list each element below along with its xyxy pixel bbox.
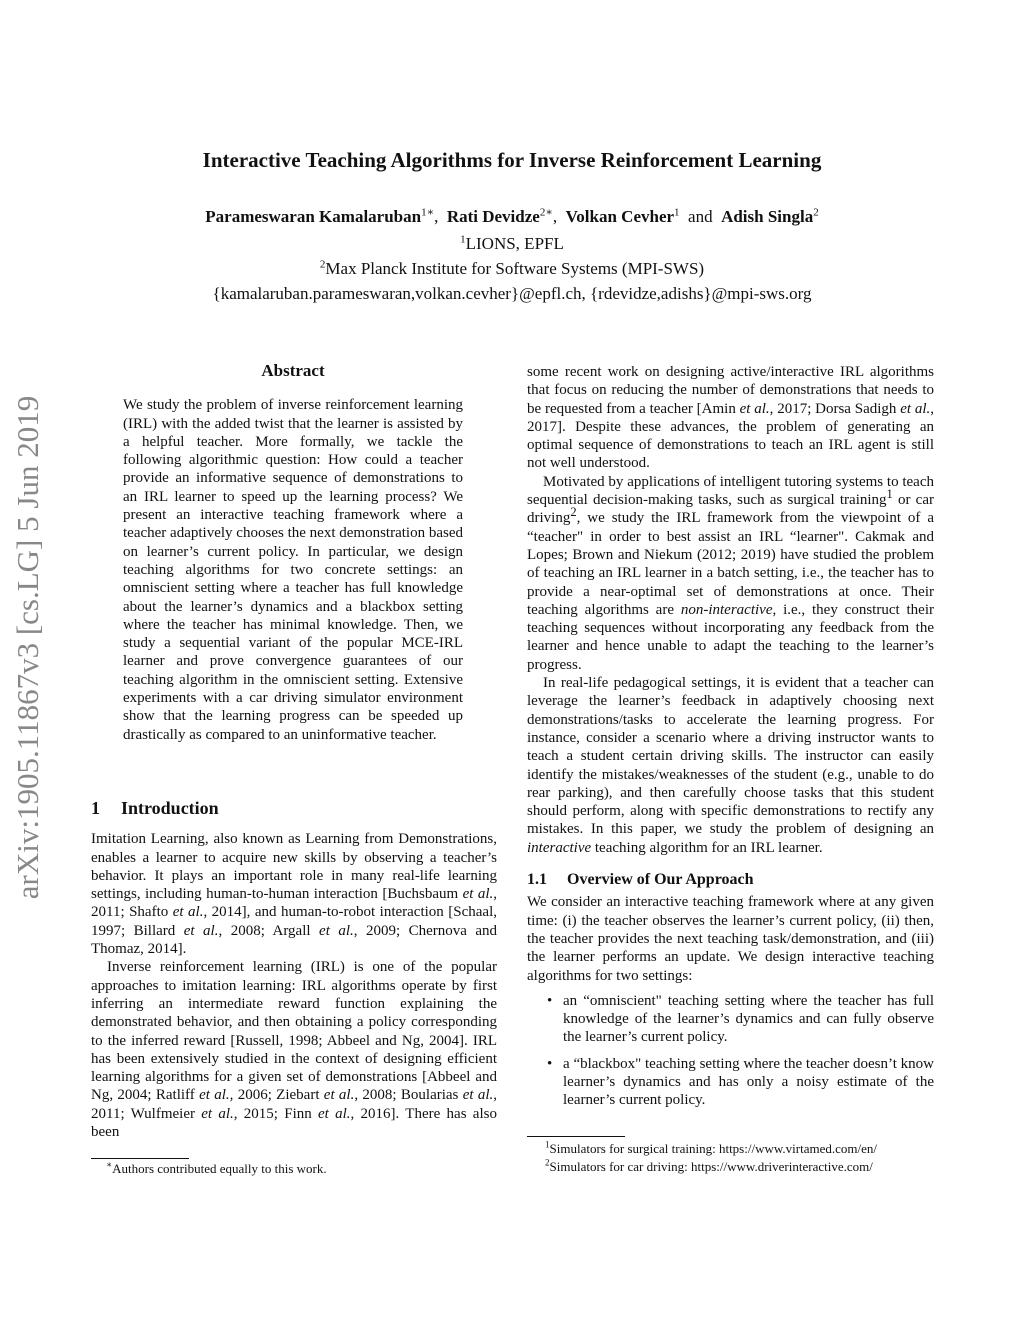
author-separator: , [434,207,439,226]
text-run: , 2016]. There has also been [91,1105,497,1141]
author-list [0,205,1024,229]
text-run: et al. [201,1105,234,1122]
text-run: et al. [318,1105,351,1122]
bullet-icon: • [547,1055,553,1072]
list-item [527,1055,934,1110]
subsection-number: 1.1 [527,871,547,889]
intro-paragraph-1 [91,830,497,958]
footnote-mark: 1 [545,1139,550,1150]
author-separator: , [552,207,558,226]
text-run: interactive [527,839,592,856]
affiliation-mark: 1 [460,233,466,246]
text-run: , 2014], and human-to-robot interaction [Schaal, 1997; Billard [91,904,497,939]
right-column [527,363,934,1118]
footnote [545,1140,945,1157]
bullet-icon: • [547,992,553,1009]
subsection-title: Overview of Our Approach [567,871,754,889]
abstract-heading: Abstract [261,361,325,380]
text-run: et al. [739,400,770,417]
settings-list [527,992,934,1110]
author-name: Rati Devidze [446,207,540,226]
text-run: et al. [462,1087,494,1104]
footnote [545,1158,945,1175]
author-name: Volkan Cevher [565,207,675,226]
author-separator: and [688,207,713,226]
section-number: 1 [91,798,100,818]
footnote [106,1160,496,1177]
text-run: , 2017; Dorsa Sadigh [769,400,901,417]
abstract [123,362,463,744]
text-run: , i.e., they construct their teaching sequences without incorporating any feedback from the learner and hence unable to adapt the teaching to the learner’s progress. [527,601,935,673]
text-run: et al. [199,1087,230,1104]
text-run: In real-life pedagogical settings, it is evident that a teacher can leverage the learner’s feedback in adaptively choosing next demonstrations/tasks to accelerate the learning progress. For instance, consider a scenario where a driving instructor wants to teach a student certain driving skills. The instructor can easily identify the mistakes/weaknesses of the student (e.g., unable to do rear parking), and then carefully choose tasks that this student should perform, along with specific demonstrations to rectify any mistakes. In this paper, we study the problem of designing an [527,675,934,838]
paper-title: Interactive Teaching Algorithms for Inverse Reinforcement Learning [202,148,822,172]
text-run: et al. [319,922,354,939]
author-mark: 1∗ [421,206,435,219]
text-run: et al. [323,1087,355,1104]
text-run: et al. [172,904,204,921]
text-run: , 2011; Wulfmeier [91,1087,498,1122]
footnote-mark: 2 [545,1157,550,1168]
right-paragraph-1 [527,363,934,473]
right-paragraph-3 [527,674,934,857]
footnote-rule [527,1136,625,1137]
author-mark: 2 [813,206,819,219]
footnote-ref: 1 [886,487,893,502]
text-run: some recent work on designing active/interactive IRL algorithms that focus on reducing the number of demonstrations that needs to be requested from a teacher [Amin [527,364,934,417]
footnote-mark: ∗ [106,1159,113,1170]
affiliation-text: LIONS, EPFL [465,234,564,253]
intro-paragraph-2 [91,958,497,1141]
affiliation-mark: 2 [319,258,326,271]
text-run: Imitation Learning, also known as Learning from Demonstrations, enables a learner to acquire new skills by observing a teacher’s behavior. It plays an important role in many real-life learning settings, including human-to-human interaction [Buchsbaum [91,831,497,903]
text-run: , we study the IRL framework from the viewpoint of a “teacher" in order to best assist an IRL “learner". Cakmak and Lopes; Brown and Niekum (2012; 2019) have studied the problem of teaching an IRL learner in a batch setting, i.e., the teacher has to provide a near-optimal set of demonstrations at once. Their teaching algorithms are [527,510,934,618]
list-item-text: an “omniscient" teaching setting where the teacher has full knowledge of the learner’s dynamics and can fully observe the learner’s current policy. [563,992,934,1046]
text-run: , 2006; Ziebart [229,1087,324,1104]
text-run: , 2011; Shafto [91,886,498,921]
footnote-text: Simulators for surgical training: https://www.virtamed.com/en/ [549,1141,877,1156]
text-run: , 2008; Argall [218,922,320,939]
abstract-text: We study the problem of inverse reinforcement learning (IRL) with the added twist that the learner is assisted by a helpful teacher. More formally, we tackle the following algorithmic question: How could a teacher provide an informative sequence of demonstrations to an IRL learner to speed up the learning process? We present an interactive teaching framework where a teacher adaptively chooses the next demonstration based on learner’s current policy. In particular, we design teaching algorithms for two concrete settings: an omniscient setting where a teacher has full knowledge about the learner’s dynamics and a blackbox setting where the teacher has minimal knowledge. Then, we study a sequential variant of the popular MCE-IRL learner and prove convergence guarantees of our teaching algorithm in the omniscient setting. Extensive experiments with a car driving simulator environment show that the learning progress can be speeded up drastically as compared to an uninformative teacher. [123,397,463,743]
affiliation-line [0,233,1024,255]
text-run: , 2009; Chernova and Thomaz, 2014]. [91,922,498,958]
list-item-text: a “blackbox" teaching setting where the teacher doesn’t know learner’s dynamics and has only a noisy estimate of the learner’s current policy. [563,1055,934,1109]
text-run: Motivated by applications of intelligent tutoring systems to teach sequential decision-making tasks, such as surgical training [527,473,934,509]
text-run: et al. [900,400,931,417]
right-paragraph-2 [527,473,934,674]
list-item [527,992,934,1047]
introduction-section [91,799,497,1141]
section-title: Introduction [121,798,219,818]
right-paragraph-4: We consider an interactive teaching framework where at any given time: (i) the teacher observes the learner’s current policy, (ii) then, the teacher provides the next teaching task/demonstration, and (iii) the learner performs an update. We design interactive teaching algorithms for two settings: [527,894,934,984]
text-run: , 2008; Boularias [354,1087,463,1104]
text-run: non-interactive [680,601,773,618]
footnote-text: Authors contributed equally to this work. [112,1161,327,1176]
author-name: Adish Singla [721,207,814,226]
text-run: or car driving [527,492,934,527]
affiliation-text: Max Planck Institute for Software Systems (MPI-SWS) [325,259,705,278]
email-line: {kamalaruban.parameswaran,volkan.cevher}@epfl.ch, {rdevidze,adishs}@mpi-sws.org [212,284,812,303]
author-mark: 2∗ [539,206,553,219]
text-run: et al. [183,922,219,939]
text-run: Inverse reinforcement learning (IRL) is one of the popular approaches to imitation learning: IRL algorithms operate by first inferring an intermediate reward function explaining the demonstrated behavior, and then obtaining a policy corresponding to the inferred reward [Russell, 1998; Abbeel and Ng, 2004]. IRL has been extensively studied in the context of designing efficient learning algorithms for a given set of demonstrations [Abbeel and Ng, 2004; Ratliff [91,959,497,1104]
author-mark: 1 [674,206,680,219]
footnote-text: Simulators for car driving: https://www.driverinteractive.com/ [549,1159,873,1174]
text-run: et al. [462,886,494,903]
arxiv-identifier: arXiv:1905.11867v3 [cs.LG] 5 Jun 2019 [10,395,45,900]
subsection-heading [527,871,934,889]
text-run: teaching algorithm for an IRL learner. [591,839,823,856]
section-heading [91,799,497,817]
text-run: , 2015; Finn [233,1105,319,1122]
footnote-ref: 2 [570,505,577,520]
affiliation-line [0,258,1024,280]
text-run: , 2017]. Despite these advances, the problem of generating an optimal sequence of demonstrations to teach an IRL agent is still not well understood. [527,400,934,472]
author-name: Parameswaran Kamalaruban [205,207,422,226]
